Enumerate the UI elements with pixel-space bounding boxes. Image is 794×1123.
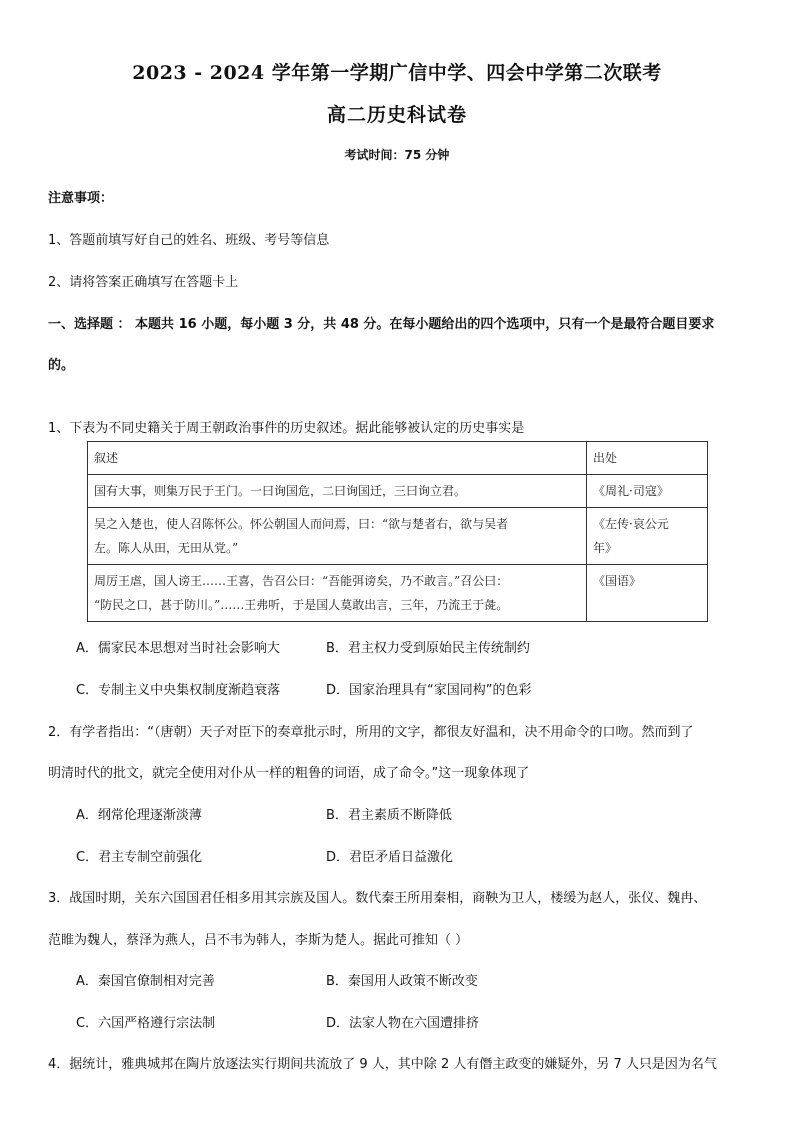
section-instruction-cont: 的。 xyxy=(48,358,75,373)
question-1-option-c[interactable]: C．专制主义中央集权制度渐趋衰落 xyxy=(76,683,281,698)
table-header-cell: 出处 xyxy=(587,442,708,475)
section-instruction: 一、选择题 ： 本题共 16 小题，每小题 3 分，共 48 分。在每小题给出的四个选项中，只有一个是最符合题目要求 xyxy=(48,317,715,332)
cell-line: 《左传·哀公元 xyxy=(593,517,669,531)
question-1-stem: 1、下表为不同史籍关于周王朝政治事件的历史叙述。据此能够被认定的历史事实是 xyxy=(48,421,525,436)
question-2-option-d[interactable]: D．君臣矛盾日益激化 xyxy=(326,850,454,865)
question-1-source-table xyxy=(87,441,708,622)
question-2-stem: 2．有学者指出：“（唐朝）天子对臣下的奏章批示时，所用的文字，都很友好温和，决不用命令的口吻。然而到了 xyxy=(48,725,694,740)
cell-line: 左。陈人从田，无田从党。” xyxy=(94,541,239,555)
cell-line: 吴之入楚也，使人召陈怀公。怀公朝国人而问焉，曰：“欲与楚者右，欲与吴者 xyxy=(94,517,509,531)
table-cell xyxy=(88,565,587,622)
table-cell xyxy=(587,565,708,622)
cell-line: 国有大事，则集万民于王门。一曰询国危，二曰询国迁，三曰询立君。 xyxy=(94,484,467,498)
table-cell xyxy=(88,508,587,565)
table-row xyxy=(88,565,708,622)
note-item: 2、请将答案正确填写在答题卡上 xyxy=(48,275,239,290)
cell-line: 年》 xyxy=(593,541,618,555)
table-cell xyxy=(88,475,587,508)
table-cell xyxy=(587,475,708,508)
exam-title: 2023 - 2024 学年第一学期广信中学、四会中学第二次联考 xyxy=(132,62,662,84)
question-2-option-a[interactable]: A．纲常伦理逐渐淡薄 xyxy=(76,808,202,823)
notes-heading: 注意事项： xyxy=(48,191,114,206)
table-row xyxy=(88,475,708,508)
exam-time: 考试时间：75 分钟 xyxy=(344,148,450,162)
question-2-option-b[interactable]: B．君主素质不断降低 xyxy=(326,808,452,823)
note-item: 1、答题前填写好自己的姓名、班级、考号等信息 xyxy=(48,233,330,248)
table-cell xyxy=(587,508,708,565)
cell-line: 《周礼·司寇》 xyxy=(593,484,669,498)
cell-line: “防民之口，甚于防川。”……王弗听，于是国人莫敢出言，三年，乃流王于彘。 xyxy=(94,598,509,612)
question-3-stem: 3．战国时期，关东六国国君任相多用其宗族及国人。数代秦王所用秦相，商鞅为卫人，楼缓为赵人，张仪、魏冉、 xyxy=(48,891,707,906)
table-header-cell: 叙述 xyxy=(88,442,587,475)
question-2-option-c[interactable]: C．君主专制空前强化 xyxy=(76,850,203,865)
question-3-option-d[interactable]: D．法家人物在六国遭排挤 xyxy=(326,1016,480,1031)
question-1-option-a[interactable]: A．儒家民本思想对当时社会影响大 xyxy=(76,641,280,656)
question-1-option-d[interactable]: D．国家治理具有“家国同构”的色彩 xyxy=(326,683,532,698)
question-1-option-b[interactable]: B．君主权力受到原始民主传统制约 xyxy=(326,641,530,656)
cell-line: 《国语》 xyxy=(593,574,642,588)
question-4-stem: 4．据统计，雅典城邦在陶片放逐法实行期间共流放了 9 人，其中除 2 人有僭主政变的嫌疑外，另 7 人只是因为名气 xyxy=(48,1057,717,1072)
table-header-row xyxy=(88,442,708,475)
question-3-stem-cont: 范睢为魏人，蔡泽为燕人，吕不韦为韩人，李斯为楚人。据此可推知（ ） xyxy=(48,933,469,948)
question-3-option-c[interactable]: C．六国严格遵行宗法制 xyxy=(76,1016,216,1031)
table-row xyxy=(88,508,708,565)
question-2-stem-cont: 明清时代的批文，就完全使用对仆从一样的粗鲁的词语，成了命令。”这一现象体现了 xyxy=(48,766,530,781)
exam-subtitle: 高二历史科试卷 xyxy=(326,104,467,126)
question-3-option-a[interactable]: A．秦国官僚制相对完善 xyxy=(76,974,215,989)
question-3-option-b[interactable]: B．秦国用人政策不断改变 xyxy=(326,974,478,989)
cell-line: 周厉王虐，国人谤王……王喜，告召公曰：“吾能弭谤矣，乃不敢言。”召公曰： xyxy=(94,574,509,588)
